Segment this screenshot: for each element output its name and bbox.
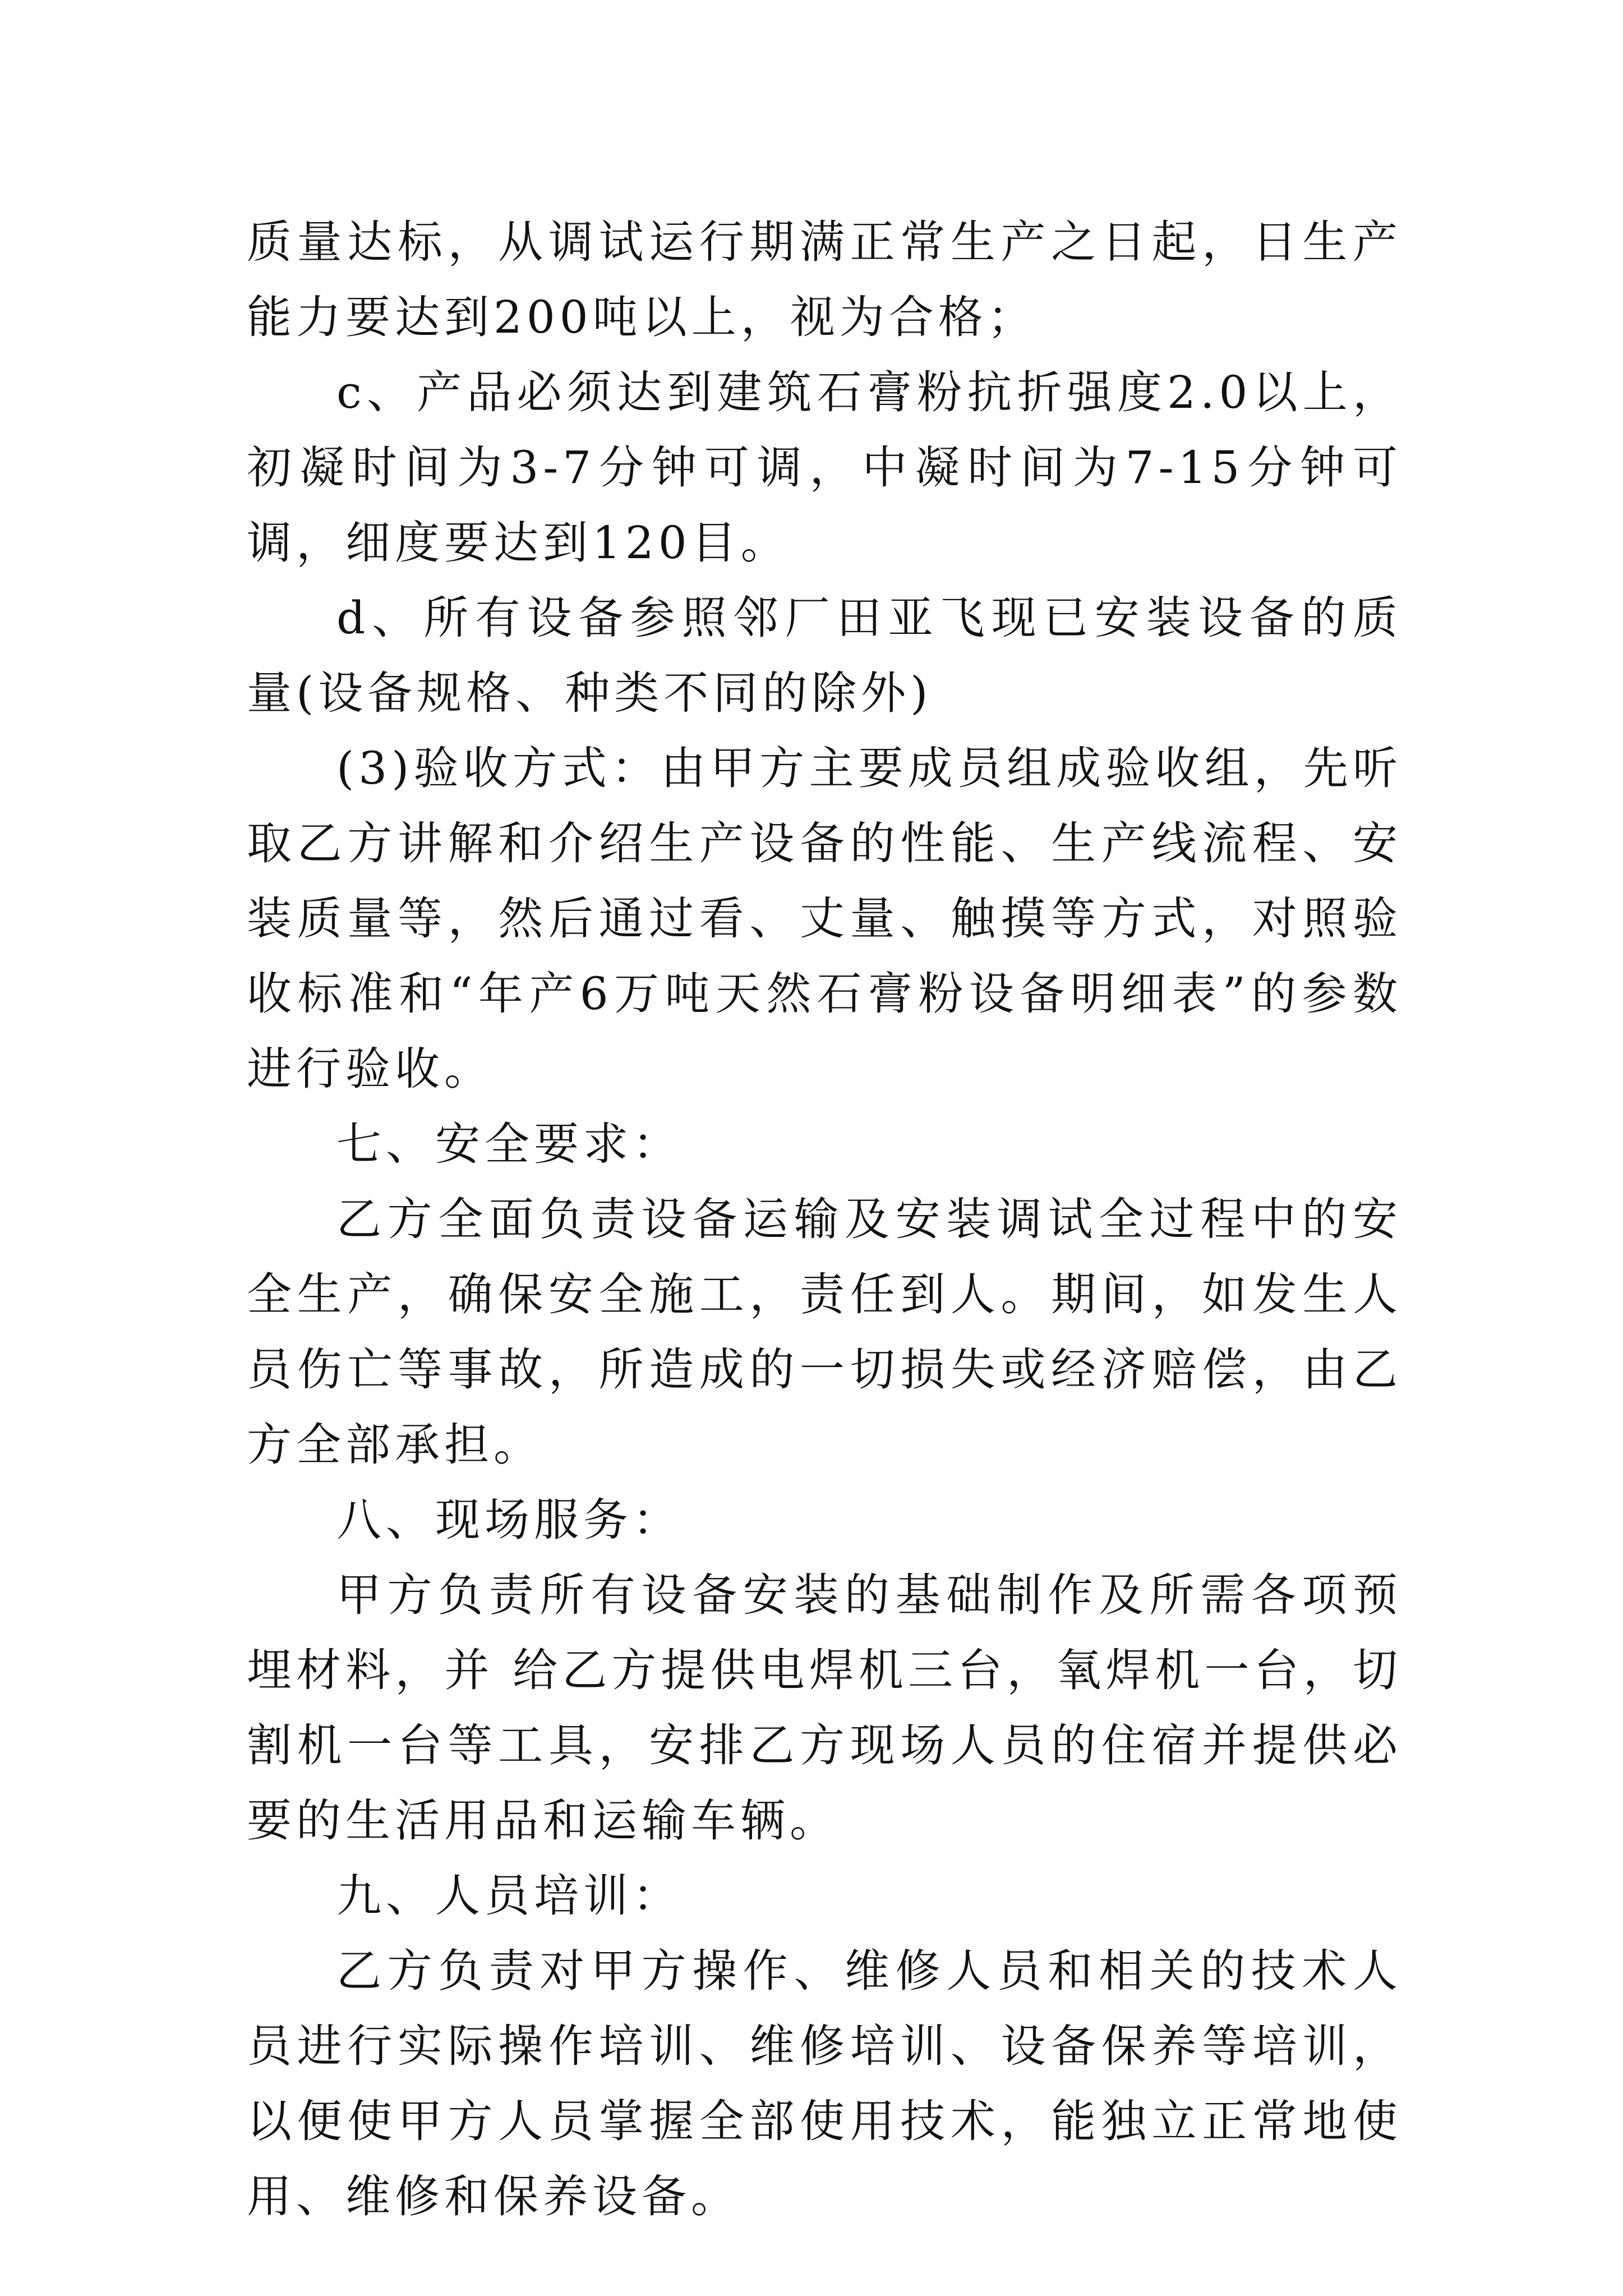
heading-onsite-service: 八、现场服务： — [336, 1494, 682, 1546]
paragraph-acceptance-method: (3)验收方式：由甲方主要成员组成验收组，先听取乙方讲解和介绍生产设备的性能、生产线流程、安装质量等，然后通过看、丈量、触摸等方式，对照验收标准和“年产6万吨天然石膏粉设备明细表”的参数进行验收。 — [247, 742, 1402, 1095]
paragraph-personnel-training: 乙方负责对甲方操作、维修人员和相关的技术人员进行实际操作培训、维修培训、设备保养等培训，以便使甲方人员掌握全部使用技术，能独立正常地使用、维修和保养设备。 — [247, 1945, 1402, 2223]
paragraph-safety: 乙方全面负责设备运输及安装调试全过程中的安全生产，确保安全施工，责任到人。期间，如发生人员伤亡等事故，所造成的一切损失或经济赔偿，由乙方全部承担。 — [247, 1193, 1402, 1471]
document-body — [247, 205, 1402, 2234]
paragraph-onsite-service: 甲方负责所有设备安装的基础制作及所需各项预埋材料，并 给乙方提供电焊机三台，氧焊机一台，切割机一台等工具，安排乙方现场人员的住宿并提供必要的生活用品和运输车辆。 — [247, 1569, 1402, 1847]
paragraph-item-c: c、产品必须达到建筑石膏粉抗折强度2.0以上，初凝时间为3-7分钟可调，中凝时间为7-15分钟可调，细度要达到120目。 — [247, 366, 1402, 569]
heading-personnel-training: 九、人员培训： — [336, 1870, 682, 1922]
heading-safety-requirements: 七、安全要求： — [336, 1118, 682, 1170]
paragraph-quality-standard-cont: 质量达标，从调试运行期满正常生产之日起，日生产能力要达到200吨以上，视为合格； — [247, 216, 1402, 343]
paragraph-item-d: d、所有设备参照邻厂田亚飞现已安装设备的质量(设备规格、种类不同的除外) — [247, 592, 1402, 719]
